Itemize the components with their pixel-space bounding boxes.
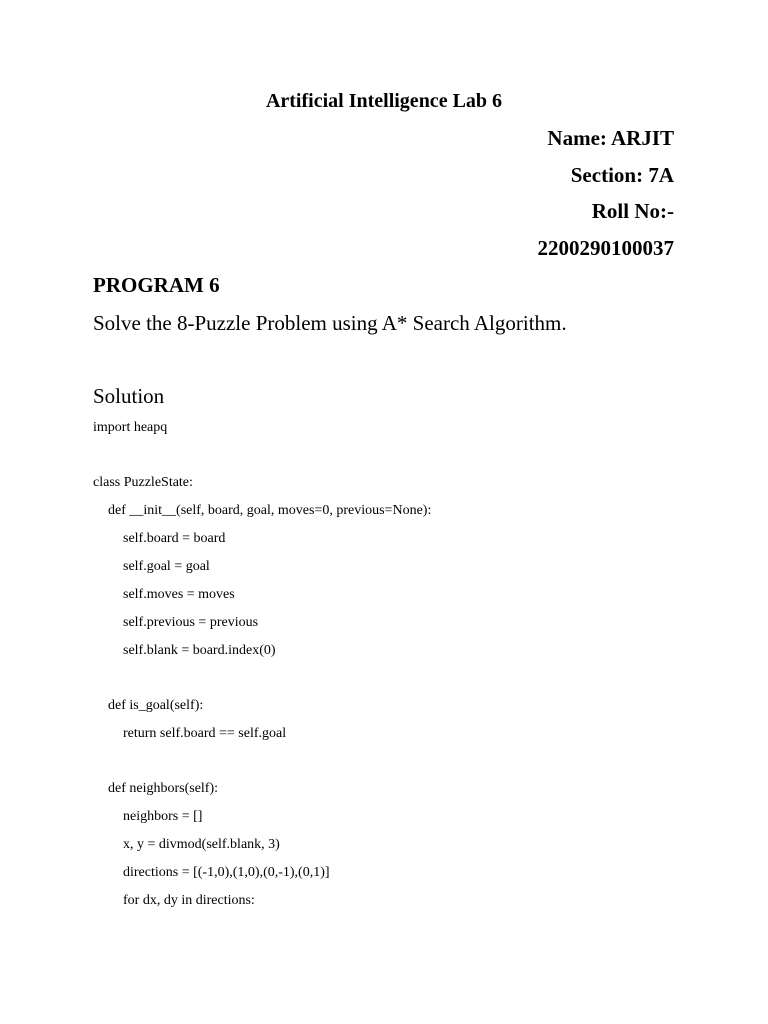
code-line: def neighbors(self):	[108, 781, 219, 796]
document-title: Artificial Intelligence Lab 6	[265, 90, 503, 112]
student-section: Section: 7A	[570, 163, 674, 187]
problem-statement: Solve the 8-Puzzle Problem using A* Search Algorithm.	[93, 311, 567, 335]
code-line: self.blank = board.index(0)	[123, 643, 276, 658]
code-line: self.goal = goal	[123, 559, 210, 574]
program-heading: PROGRAM 6	[93, 273, 220, 297]
roll-number-label: Roll No:-	[591, 199, 674, 223]
code-line: self.board = board	[123, 531, 226, 546]
code-line: return self.board == self.goal	[123, 726, 287, 741]
code-line: neighbors = []	[123, 809, 203, 824]
code-line: x, y = divmod(self.blank, 3)	[123, 837, 280, 852]
code-line: directions = [(-1,0),(1,0),(0,-1),(0,1)]	[123, 865, 330, 880]
code-line: import heapq	[93, 420, 168, 435]
code-line: self.moves = moves	[123, 587, 235, 602]
solution-heading: Solution	[93, 384, 165, 408]
code-line: for dx, dy in directions:	[123, 893, 255, 908]
code-line: def __init__(self, board, goal, moves=0, previous=None):	[108, 503, 432, 518]
student-name: Name: ARJIT	[547, 126, 674, 150]
code-line: def is_goal(self):	[108, 698, 204, 713]
code-line: class PuzzleState:	[93, 475, 193, 490]
code-line: self.previous = previous	[123, 615, 259, 630]
roll-number-value: 2200290100037	[537, 236, 674, 260]
